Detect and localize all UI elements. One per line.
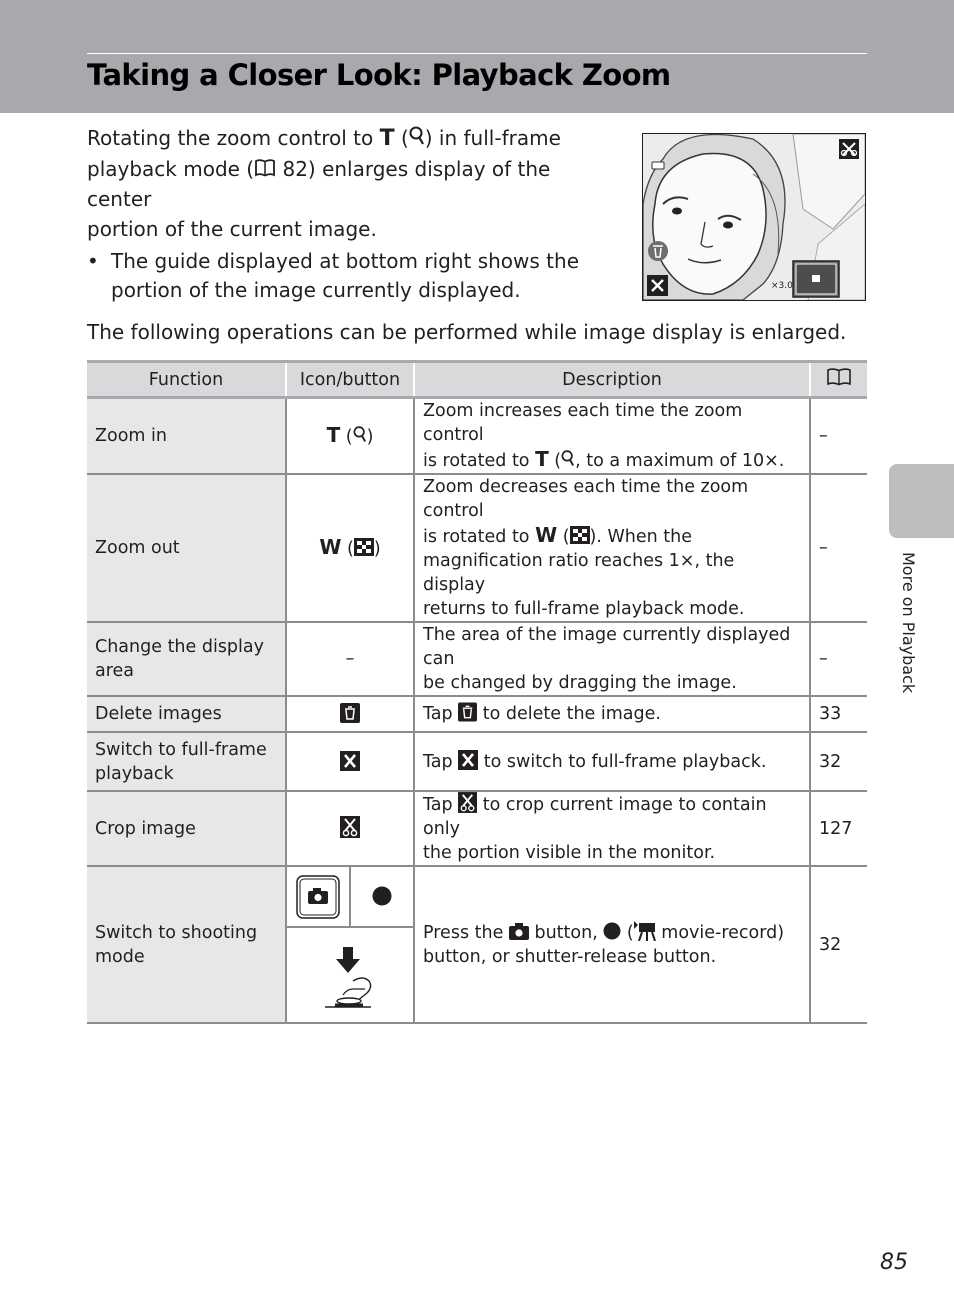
function-cell: Delete images (87, 696, 286, 732)
icon-cell (286, 732, 414, 791)
header-page-ref (810, 362, 867, 398)
movie-camera-icon (634, 921, 656, 941)
crop-scissors-icon (340, 816, 360, 838)
fullframe-x-icon (340, 751, 360, 771)
header-description: Description (414, 362, 810, 398)
table-row (87, 398, 867, 475)
zoom-ratio-label: ×3.0 (771, 281, 793, 291)
function-cell: Crop image (87, 791, 286, 866)
movie-record-dot-icon (603, 922, 621, 940)
intro-bullet: • The guide displayed at bottom right shows the portion of the image currently displayed. (87, 249, 579, 302)
zoom-tele-icon (561, 449, 575, 468)
icon-cell: – (286, 622, 414, 696)
book-reference-icon (826, 367, 852, 387)
page-cell: – (810, 398, 867, 475)
intro-line-2: playback mode ( 82) enlarges display of the center (87, 157, 551, 211)
crop-scissors-icon (458, 792, 477, 813)
intro-line-3: portion of the current image. (87, 217, 377, 241)
page-number: 85 (880, 1250, 908, 1275)
header-band (0, 0, 954, 113)
camera-icon (509, 922, 529, 940)
page-cell: 32 (810, 732, 867, 791)
icon-cell: W ( ) (286, 474, 414, 622)
icon-cell (286, 696, 414, 732)
table-row (87, 696, 867, 732)
function-cell: Change the display area (87, 622, 286, 696)
function-cell: Zoom in (87, 398, 286, 475)
page-cell: 33 (810, 696, 867, 732)
icon-cell: T ( ) (286, 398, 414, 475)
trash-icon (340, 703, 360, 723)
description-cell: Zoom increases each time the zoom control is rotated to T ( , to a maximum of 10×. (414, 398, 810, 475)
page-cell: 32 (810, 866, 867, 1023)
page-cell: – (810, 474, 867, 622)
function-cell: Switch to shooting mode (87, 866, 286, 1023)
trash-icon (458, 702, 477, 722)
shutter-release-icon (323, 945, 379, 1011)
zoom-tele-icon (409, 125, 425, 147)
book-reference-icon (254, 158, 276, 178)
description-cell: The area of the image currently displayed can be changed by dragging the image. (414, 622, 810, 696)
description-cell: Press the button, ( movie-record) button, or shutter-release button. (414, 866, 810, 1023)
thumbnail-grid-icon (354, 538, 374, 556)
bullet-mark: • (87, 249, 99, 273)
function-table (87, 360, 867, 1024)
fullframe-x-icon (458, 750, 478, 770)
zoom-tele-icon (353, 425, 367, 444)
description-cell: Tap to delete the image. (414, 696, 810, 732)
header-rule (87, 53, 867, 54)
intro-text (87, 123, 607, 305)
icon-cell (286, 866, 414, 1023)
icon-cell (286, 791, 414, 866)
movie-record-button-icon (372, 886, 392, 906)
description-cell: Zoom decreases each time the zoom control is rotated to W ( ). When the magnification ratio reaches 1×, the display returns to full-frame playback mode. (414, 474, 810, 622)
description-cell: Tap to crop current image to contain only the portion visible in the monitor. (414, 791, 810, 866)
table-header-row (87, 362, 867, 398)
table-row (87, 866, 867, 1023)
camera-button-icon (296, 875, 340, 919)
page-title: Taking a Closer Look: Playback Zoom (87, 58, 671, 92)
table-row (87, 622, 867, 696)
section-tab-label: More on Playback (899, 552, 918, 694)
table-row (87, 732, 867, 791)
monitor-illustration (642, 133, 866, 301)
intro-line-1: Rotating the zoom control to T ( ) in full-frame (87, 126, 561, 151)
header-icon-button: Icon/button (286, 362, 414, 398)
function-cell: Switch to full-frame playback (87, 732, 286, 791)
description-cell: Tap to switch to full-frame playback. (414, 732, 810, 791)
page-cell: – (810, 622, 867, 696)
zoomed-portrait-image (643, 134, 865, 300)
table-row (87, 791, 867, 866)
function-cell: Zoom out (87, 474, 286, 622)
page-cell: 127 (810, 791, 867, 866)
thumbnail-grid-icon (570, 526, 590, 544)
operations-intro: The following operations can be performed while image display is enlarged. (87, 320, 847, 344)
section-tab (889, 464, 954, 538)
header-function: Function (87, 362, 286, 398)
table-row (87, 474, 867, 622)
